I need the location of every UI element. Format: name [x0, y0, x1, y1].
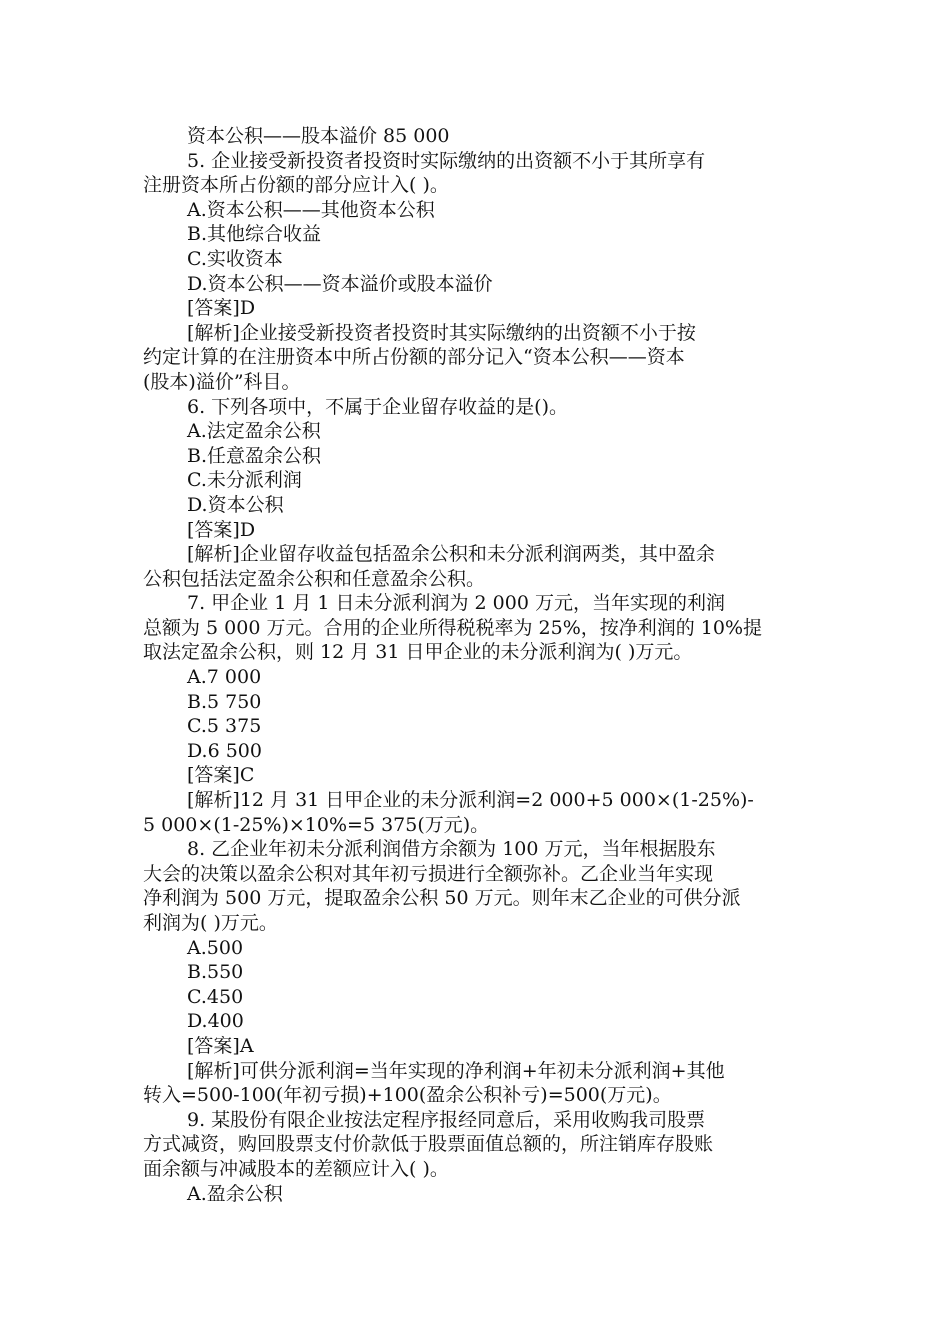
text-line: 约定计算的在注册资本中所占份额的部分记入“资本公积——资本 — [143, 346, 685, 369]
text-line: C.5 375 — [187, 715, 262, 738]
text-line: 大会的决策以盈余公积对其年初亏损进行全额弥补。乙企业当年实现 — [143, 862, 714, 885]
text-line: 方式减资，购回股票支付价款低于股票面值总额的，所注销库存股账 — [143, 1133, 714, 1156]
text-line: 8. 乙企业年初未分派利润借方余额为 100 万元，当年根据股东 — [187, 838, 716, 861]
text-line: [答案]C — [187, 764, 255, 787]
text-line: C.实收资本 — [187, 247, 283, 270]
text-line: [解析]12 月 31 日甲企业的未分派利润=2 000+5 000×(1-25%)- — [187, 789, 754, 812]
text-line: 利润为( )万元。 — [143, 912, 278, 934]
text-line: B.任意盈余公积 — [187, 444, 322, 467]
text-line: [答案]A — [187, 1034, 254, 1057]
text-line: 9. 某股份有限企业按法定程序报经同意后，采用收购我司股票 — [187, 1108, 706, 1131]
text-line: 注册资本所占份额的部分应计入( )。 — [143, 174, 449, 197]
document-page — [143, 124, 808, 1206]
text-line: [答案]D — [187, 518, 256, 541]
text-line: A.资本公积——其他资本公积 — [187, 198, 435, 221]
text-line: 6. 下列各项中，不属于企业留存收益的是()。 — [187, 395, 568, 418]
text-line: 面余额与冲减股本的差额应计入( )。 — [143, 1157, 449, 1180]
text-line: D.400 — [187, 1010, 244, 1033]
text-line: A.法定盈余公积 — [187, 420, 321, 443]
text-line: D.6 500 — [187, 739, 262, 762]
text-line: C.450 — [187, 985, 244, 1008]
text-line: D.资本公积 — [187, 493, 284, 516]
text-line: [答案]D — [187, 297, 256, 320]
text-line: 取法定盈余公积，则 12 月 31 日甲企业的未分派利润为( )万元。 — [143, 641, 693, 664]
text-line: D.资本公积——资本溢价或股本溢价 — [187, 272, 493, 295]
text-line: 资本公积——股本溢价 85 000 — [187, 125, 450, 147]
text-line: [解析]可供分派利润=当年实现的净利润+年初未分派利润+其他 — [187, 1059, 725, 1082]
text-line: 转入=500-100(年初亏损)+100(盈余公积补亏)=500(万元)。 — [143, 1084, 672, 1107]
text-line: [解析]企业接受新投资者投资时其实际缴纳的出资额不小于按 — [187, 321, 696, 344]
text-line: A.盈余公积 — [187, 1182, 283, 1205]
text-line: B.550 — [187, 961, 244, 984]
text-line: B.5 750 — [187, 690, 262, 713]
text-line: 5. 企业接受新投资者投资时实际缴纳的出资额不小于其所享有 — [187, 149, 706, 172]
text-line: 总额为 5 000 万元。合用的企业所得税税率为 25%，按净利润的 10%提 — [143, 616, 763, 639]
text-line: (股本)溢价”科目。 — [143, 370, 301, 393]
text-line: C.未分派利润 — [187, 469, 302, 492]
text-line: 5 000×(1-25%)×10%=5 375(万元)。 — [143, 813, 490, 836]
text-line: [解析]企业留存收益包括盈余公积和未分派利润两类，其中盈余 — [187, 543, 715, 566]
text-line: B.其他综合收益 — [187, 223, 322, 246]
text-line: A.7 000 — [187, 666, 262, 689]
text-line: A.500 — [187, 936, 244, 959]
text-line: 公积包括法定盈余公积和任意盈余公积。 — [143, 567, 486, 590]
text-line: 7. 甲企业 1 月 1 日未分派利润为 2 000 万元，当年实现的利润 — [187, 592, 725, 615]
text-line: 净利润为 500 万元，提取盈余公积 50 万元。则年末乙企业的可供分派 — [143, 887, 741, 910]
